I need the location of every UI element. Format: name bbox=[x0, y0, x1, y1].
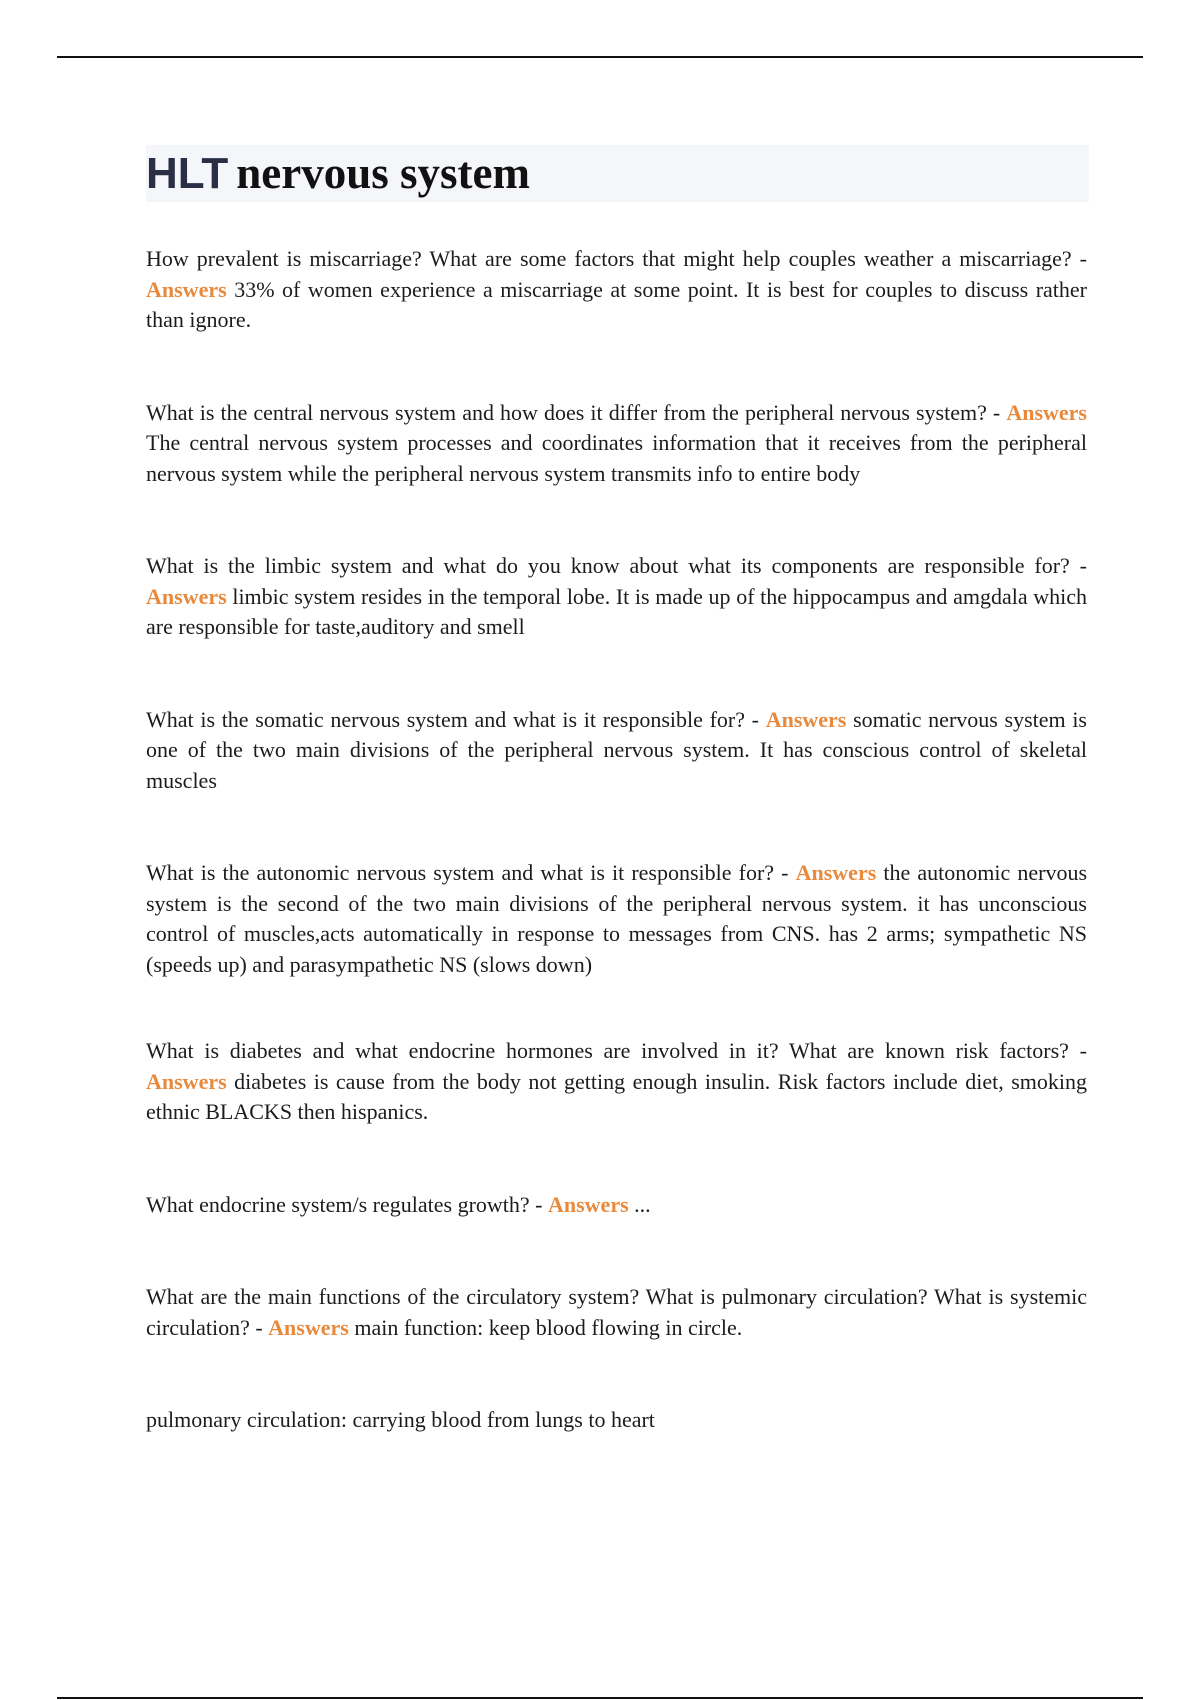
page-title bbox=[146, 145, 530, 202]
qa-item bbox=[146, 1036, 1087, 1128]
top-rule bbox=[57, 56, 1143, 58]
answers-label: Answers bbox=[146, 276, 227, 302]
qa-item bbox=[146, 705, 1087, 797]
question-text: What is the limbic system and what do you know about what its components are responsible for? - bbox=[146, 553, 1087, 578]
qa-item bbox=[146, 858, 1087, 980]
answers-label: Answers bbox=[765, 706, 847, 732]
answer-text: main function: keep blood flowing in circle. bbox=[354, 1314, 743, 1340]
answer-text: ... bbox=[634, 1191, 651, 1217]
question-text: What is diabetes and what endocrine hormones are involved in it? What are known risk factors? - bbox=[146, 1038, 1087, 1063]
question-text: What is the central nervous system and how does it differ from the peripheral nervous system? - bbox=[146, 399, 1001, 425]
qa-item bbox=[146, 551, 1087, 643]
answers-label: Answers bbox=[268, 1314, 349, 1340]
answers-label: Answers bbox=[795, 860, 877, 885]
answers-label: Answers bbox=[146, 1068, 227, 1094]
qa-list bbox=[146, 244, 1087, 1498]
bottom-rule bbox=[57, 1697, 1143, 1699]
qa-item bbox=[146, 244, 1087, 336]
answer-text: limbic system resides in the temporal lobe. It is made up of the hippocampus and amgdala which are responsible for taste,auditory and smell bbox=[146, 583, 1088, 639]
answer-text: the autonomic nervous system is the second of the two main divisions of the peripheral nervous system. it has unconscious control of muscles,acts automatically in response to messages from CNS. has 2 arms; sympathetic NS (speeds up) and parasympathetic NS (slows down) bbox=[146, 860, 1088, 977]
title-brand: HLT bbox=[146, 149, 229, 198]
answers-label: Answers bbox=[547, 1191, 629, 1217]
trailing-paragraph: pulmonary circulation: carrying blood from lungs to heart bbox=[146, 1407, 655, 1432]
answer-text: diabetes is cause from the body not getting enough insulin. Risk factors include diet, smoking ethnic BLACKS then hispanics. bbox=[146, 1068, 1087, 1124]
answer-text: 33% of women experience a miscarriage at some point. It is best for couples to discuss rather than ignore. bbox=[146, 276, 1088, 332]
question-text: What is the autonomic nervous system and what is it responsible for? - bbox=[146, 860, 789, 885]
qa-item bbox=[146, 1190, 1087, 1221]
answer-text: somatic nervous system is one of the two main divisions of the peripheral nervous system. It has conscious control of skeletal muscles bbox=[146, 706, 1087, 793]
qa-item bbox=[146, 1282, 1087, 1343]
question-text: What are the main functions of the circulatory system? What is pulmonary circulation? What is systemic circulation? - bbox=[146, 1284, 1087, 1340]
title-text: nervous system bbox=[236, 148, 530, 198]
answer-text: The central nervous system processes and coordinates information that it receives from the peripheral nervous system while the peripheral nervous system transmits info to entire body bbox=[146, 430, 1087, 486]
answers-label: Answers bbox=[146, 583, 227, 609]
qa-item bbox=[146, 398, 1087, 490]
answers-label: Answers bbox=[1006, 399, 1087, 425]
question-text: What is the somatic nervous system and what is it responsible for? - bbox=[146, 706, 760, 732]
question-text: What endocrine system/s regulates growth? - bbox=[146, 1191, 543, 1217]
question-text: How prevalent is miscarriage? What are some factors that might help couples weather a miscarriage? - bbox=[146, 246, 1087, 271]
